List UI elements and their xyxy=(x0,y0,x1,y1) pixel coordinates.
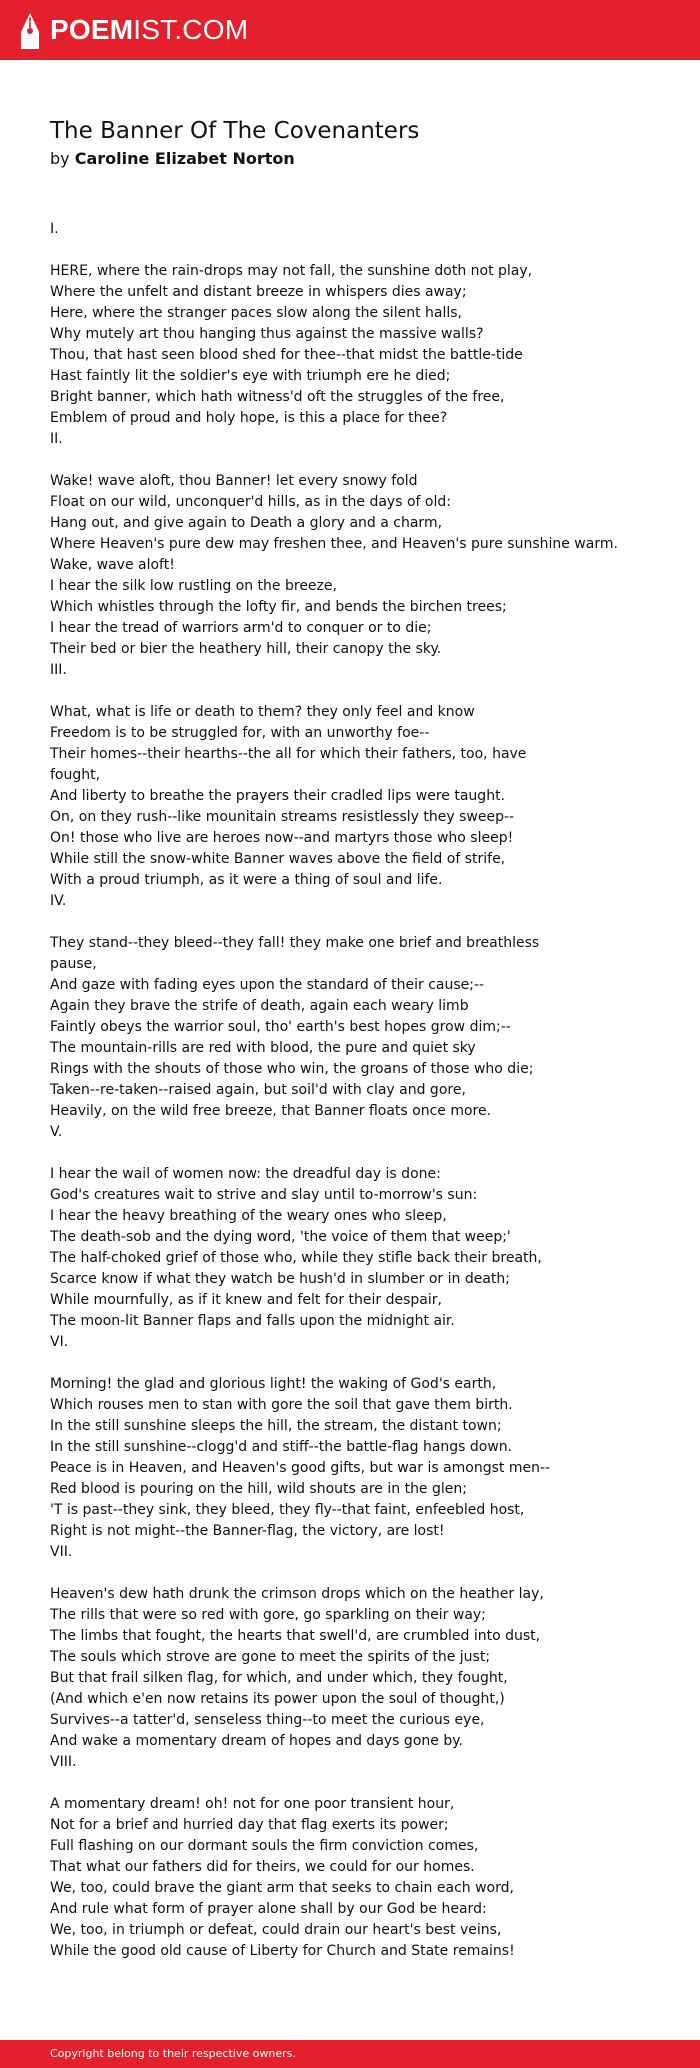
poem-line: The half-choked grief of those who, while they stifle back their breath, xyxy=(50,1250,542,1266)
pen-nib-icon[interactable] xyxy=(19,12,41,50)
poem-line: Where Heaven's pure dew may freshen thee, and Heaven's pure sunshine warm. xyxy=(50,536,618,552)
site-header xyxy=(0,0,700,60)
author-name[interactable]: Caroline Elizabet Norton xyxy=(74,149,295,168)
stanza-number: VII. xyxy=(50,1544,73,1560)
stanza-number: III. xyxy=(50,662,67,678)
poem-line: The moon-lit Banner flaps and falls upon the midnight air. xyxy=(50,1313,455,1329)
poem-line: Where the unfelt and distant breeze in whispers dies away; xyxy=(50,284,467,300)
poem-line: Bright banner, which hath witness'd oft the struggles of the free, xyxy=(50,389,505,405)
logo-text-bold: POEM xyxy=(50,14,134,45)
poem-line: We, too, in triumph or defeat, could drain our heart's best veins, xyxy=(50,1922,502,1938)
stanza-spacer xyxy=(50,450,680,471)
poem-line: I hear the wail of women now: the dreadful day is done: xyxy=(50,1166,441,1182)
stanza-number: VI. xyxy=(50,1334,69,1350)
poem-line: Which rouses men to stan with gore the soil that gave them birth. xyxy=(50,1397,513,1413)
poem-line: On! those who live are heroes now--and martyrs those who sleep! xyxy=(50,830,514,846)
poem-line: While still the snow-white Banner waves above the field of strife, xyxy=(50,851,506,867)
poem-line: Faintly obeys the warrior soul, tho' earth's best hopes grow dim;-- xyxy=(50,1019,511,1035)
poem-line: 'T is past--they sink, they bleed, they fly--that faint, enfeebled host, xyxy=(50,1502,525,1518)
poem-line: The death-sob and the dying word, 'the voice of them that weep;' xyxy=(50,1229,511,1245)
stanza-spacer xyxy=(50,1353,680,1374)
poem-line: The souls which strove are gone to meet the spirits of the just; xyxy=(50,1649,491,1665)
byline xyxy=(50,148,295,170)
poem-line: Survives--a tatter'd, senseless thing--to meet the curious eye, xyxy=(50,1712,485,1728)
poem-line: And gaze with fading eyes upon the standard of their cause;-- xyxy=(50,977,485,993)
stanza-number: II. xyxy=(50,431,63,447)
poem-line: While mournfully, as if it knew and felt for their despair, xyxy=(50,1292,442,1308)
poem-line: I hear the tread of warriors arm'd to conquer or to die; xyxy=(50,620,432,636)
poem-body xyxy=(50,219,680,1962)
stanza-spacer xyxy=(50,1143,680,1164)
poem-line: While the good old cause of Liberty for Church and State remains! xyxy=(50,1943,515,1959)
poem-line: HERE, where the rain-drops may not fall, the sunshine doth not play, xyxy=(50,263,533,279)
poem-line: In the still sunshine--clogg'd and stiff--the battle-flag hangs down. xyxy=(50,1439,513,1455)
stanza-spacer xyxy=(50,1563,680,1584)
poem-line: But that frail silken flag, for which, and under which, they fought, xyxy=(50,1670,508,1686)
poem-line: Freedom is to be struggled for, with an unworthy foe-- xyxy=(50,725,430,741)
poem-line: God's creatures wait to strive and slay until to-morrow's sun: xyxy=(50,1187,478,1203)
poem-line: (And which e'en now retains its power upon the soul of thought,) xyxy=(50,1691,505,1707)
stanza-spacer xyxy=(50,1773,680,1794)
poem-line: Taken--re-taken--raised again, but soil'd with clay and gore, xyxy=(50,1082,466,1098)
stanza-spacer xyxy=(50,240,680,261)
poem-line: The mountain-rills are red with blood, the pure and quiet sky xyxy=(50,1040,476,1056)
poem-line: And wake a momentary dream of hopes and days gone by. xyxy=(50,1733,463,1749)
poem-line: Full flashing on our dormant souls the firm conviction comes, xyxy=(50,1838,479,1854)
poem-line: The limbs that fought, the hearts that swell'd, are crumbled into dust, xyxy=(50,1628,541,1644)
poem-line: We, too, could brave the giant arm that seeks to chain each word, xyxy=(50,1880,514,1896)
poem-line: Wake! wave aloft, thou Banner! let every snowy fold xyxy=(50,473,418,489)
poem-line: Float on our wild, unconquer'd hills, as in the days of old: xyxy=(50,494,451,510)
stanza-number: VIII. xyxy=(50,1754,77,1770)
poem-line: Hang out, and give again to Death a glory and a charm, xyxy=(50,515,443,531)
poem-line: Rings with the shouts of those who win, the groans of those who die; xyxy=(50,1061,534,1077)
poem-line: The rills that were so red with gore, go sparkling on their way; xyxy=(50,1607,486,1623)
stanza-spacer xyxy=(50,912,680,933)
poem-line: In the still sunshine sleeps the hill, the stream, the distant town; xyxy=(50,1418,502,1434)
poem-line: And rule what form of prayer alone shall by our God be heard: xyxy=(50,1901,487,1917)
poem-line: I hear the heavy breathing of the weary ones who sleep, xyxy=(50,1208,447,1224)
poem-line: Wake, wave aloft! xyxy=(50,557,175,573)
poem-line: Heavily, on the wild free breeze, that Banner floats once more. xyxy=(50,1103,492,1119)
poem-line: They stand--they bleed--they fall! they make one brief and breathless pause, xyxy=(50,935,540,972)
poem-line: Red blood is pouring on the hill, wild shouts are in the glen; xyxy=(50,1481,467,1497)
poem-line: Thou, that hast seen blood shed for thee--that midst the battle-tide xyxy=(50,347,523,363)
poem-title: The Banner Of The Covenanters xyxy=(50,118,420,144)
poem-line: Their homes--their hearths--the all for which their fathers, too, have fought, xyxy=(50,746,527,783)
poem-line: Heaven's dew hath drunk the crimson drops which on the heather lay, xyxy=(50,1586,544,1602)
byline-prefix: by xyxy=(50,149,70,168)
stanza-number: I. xyxy=(50,221,59,237)
poem-line: Their bed or bier the heathery hill, their canopy the sky. xyxy=(50,641,442,657)
poem-line: Right is not might--the Banner-flag, the victory, are lost! xyxy=(50,1523,445,1539)
stanza-spacer xyxy=(50,681,680,702)
poem-line: Scarce know if what they watch be hush'd in slumber or in death; xyxy=(50,1271,510,1287)
poem-line: On, on they rush--like mounitain streams resistlessly they sweep-- xyxy=(50,809,515,825)
poem-line: Emblem of proud and holy hope, is this a place for thee? xyxy=(50,410,448,426)
copyright-text: Copyright belong to their respective owners. xyxy=(50,2047,296,2060)
stanza-number: IV. xyxy=(50,893,67,909)
site-footer xyxy=(0,2040,700,2068)
poem-line: Morning! the glad and glorious light! the waking of God's earth, xyxy=(50,1376,497,1392)
poem-line: Hast faintly lit the soldier's eye with triumph ere he died; xyxy=(50,368,451,384)
poem-line: What, what is life or death to them? they only feel and know xyxy=(50,704,475,720)
poem-line: That what our fathers did for theirs, we could for our homes. xyxy=(50,1859,475,1875)
logo-text-light: IST.COM xyxy=(133,14,249,45)
stanza-number: V. xyxy=(50,1124,63,1140)
poem-line: I hear the silk low rustling on the breeze, xyxy=(50,578,337,594)
poem-line: With a proud triumph, as it were a thing of soul and life. xyxy=(50,872,443,888)
poem-line: Why mutely art thou hanging thus against the massive walls? xyxy=(50,326,484,342)
poem-line: Again they brave the strife of death, again each weary limb xyxy=(50,998,469,1014)
poem-line: And liberty to breathe the prayers their cradled lips were taught. xyxy=(50,788,506,804)
poem-line: Peace is in Heaven, and Heaven's good gifts, but war is amongst men-- xyxy=(50,1460,551,1476)
poem-line: Not for a brief and hurried day that flag exerts its power; xyxy=(50,1817,449,1833)
poem-line: Which whistles through the lofty fir, and bends the birchen trees; xyxy=(50,599,507,615)
poem-line: A momentary dream! oh! not for one poor transient hour, xyxy=(50,1796,455,1812)
site-logo[interactable] xyxy=(50,13,248,47)
poem-line: Here, where the stranger paces slow along the silent halls, xyxy=(50,305,462,321)
